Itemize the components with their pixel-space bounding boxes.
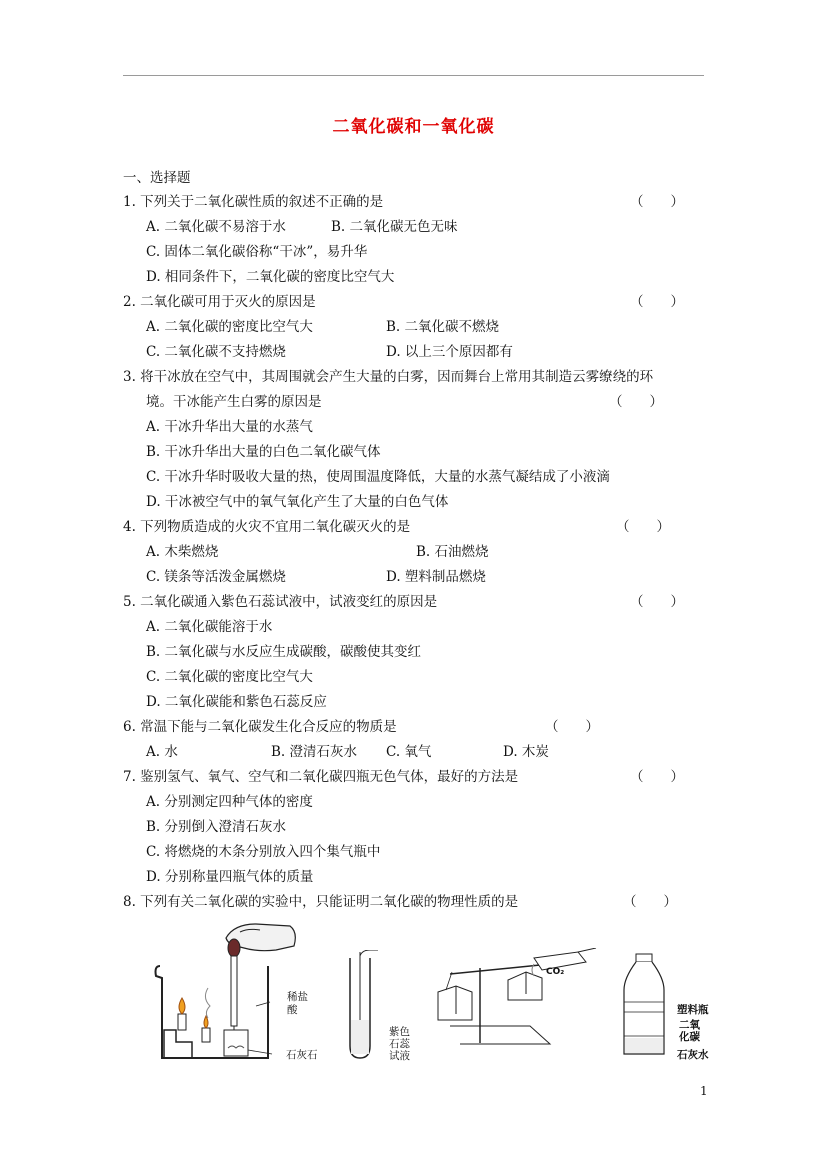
fig-c-label-co2: CO₂ xyxy=(546,967,565,977)
figure-beaker-candles xyxy=(148,918,308,1068)
q4-option-b: B. 石油燃烧 xyxy=(416,544,489,560)
fig-d-label-bottle: 塑料瓶 xyxy=(677,1004,709,1016)
q7-option-a: A. 分别测定四种气体的密度 xyxy=(146,794,313,810)
q2-stem: 2. 二氧化碳可用于灭火的原因是 xyxy=(123,294,316,310)
figure-test-tube xyxy=(340,950,390,1065)
q4-option-a: A. 木柴燃烧 xyxy=(146,544,219,560)
fig-b-label-3: 试液 xyxy=(389,1050,410,1062)
header-rule xyxy=(123,75,704,76)
q2-option-b: B. 二氧化碳不燃烧 xyxy=(386,319,500,335)
q1-answer-blank: （ ） xyxy=(630,194,684,210)
q2-option-c: C. 二氧化碳不支持燃烧 xyxy=(146,344,286,360)
q1-option-c: C. 固体二氧化碳俗称“干冰”，易升华 xyxy=(146,244,368,260)
q5-stem: 5. 二氧化碳通入紫色石蕊试液中，试液变红的原因是 xyxy=(123,594,438,610)
page-number: 1 xyxy=(700,1084,708,1098)
q3-option-d: D. 干冰被空气中的氧气氧化产生了大量的白色气体 xyxy=(146,494,449,510)
q2-answer-blank: （ ） xyxy=(630,294,684,310)
figure-plastic-bottle xyxy=(618,950,678,1060)
fig-d-label-limewater: 石灰水 xyxy=(677,1049,709,1061)
page-title: 二氧化碳和一氧化碳 xyxy=(332,117,495,137)
q7-option-c: C. 将燃烧的木条分别放入四个集气瓶中 xyxy=(146,844,381,860)
q6-option-c: C. 氧气 xyxy=(386,744,432,760)
q7-stem: 7. 鉴别氢气、氧气、空气和二氧化碳四瓶无色气体，最好的方法是 xyxy=(123,769,519,785)
fig-a-label-acid-1: 稀盐 xyxy=(287,991,308,1003)
q1-option-b: B. 二氧化碳无色无味 xyxy=(331,219,458,235)
q3-option-c: C. 干冰升华时吸收大量的热，使周围温度降低，大量的水蒸气凝结成了小液滴 xyxy=(146,469,610,485)
fig-a-label-acid xyxy=(287,991,308,1017)
q6-answer-blank: （ ） xyxy=(545,719,599,735)
q6-option-d: D. 木炭 xyxy=(503,744,549,760)
q5-option-b: B. 二氧化碳与水反应生成碳酸，碳酸使其变红 xyxy=(146,644,422,660)
q7-option-d: D. 分别称量四瓶气体的质量 xyxy=(146,869,314,885)
q7-option-b: B. 分别倒入澄清石灰水 xyxy=(146,819,287,835)
q4-option-d: D. 塑料制品燃烧 xyxy=(386,569,486,585)
q3-option-a: A. 干冰升华出大量的水蒸气 xyxy=(146,419,313,435)
section-heading: 一、选择题 xyxy=(123,170,191,186)
fig-b-label-2: 石蕊 xyxy=(389,1038,410,1050)
q4-answer-blank: （ ） xyxy=(616,519,670,535)
q6-option-b: B. 澄清石灰水 xyxy=(271,744,358,760)
q2-option-a: A. 二氧化碳的密度比空气大 xyxy=(146,319,313,335)
q2-option-d: D. 以上三个原因都有 xyxy=(386,344,513,360)
q8-stem: 8. 下列有关二氧化碳的实验中，只能证明二氧化碳的物理性质的是 xyxy=(123,894,519,910)
figure-balance xyxy=(430,948,600,1053)
q5-option-d: D. 二氧化碳能和紫色石蕊反应 xyxy=(146,694,327,710)
q5-option-c: C. 二氧化碳的密度比空气大 xyxy=(146,669,313,685)
q1-option-d: D. 相同条件下，二氧化碳的密度比空气大 xyxy=(146,269,395,285)
q6-stem: 6. 常温下能与二氧化碳发生化合反应的物质是 xyxy=(123,719,397,735)
q8-answer-blank: （ ） xyxy=(623,894,677,910)
fig-b-label-1: 紫色 xyxy=(389,1026,410,1038)
q3-stem: 3. 将干冰放在空气中，其周围就会产生大量的白雾，因而舞台上常用其制造云雾缭绕的环 xyxy=(123,369,654,385)
q3-stem-cont: 境。干冰能产生白雾的原因是 xyxy=(146,394,322,410)
q6-option-a: A. 水 xyxy=(146,744,178,760)
q5-answer-blank: （ ） xyxy=(630,594,684,610)
q3-option-b: B. 干冰升华出大量的白色二氧化碳气体 xyxy=(146,444,381,460)
fig-d-label-co2-1: 二氧 xyxy=(679,1019,700,1031)
q7-answer-blank: （ ） xyxy=(630,769,684,785)
fig-a-label-limestone: 石灰石 xyxy=(286,1049,318,1061)
q4-option-c: C. 镁条等活泼金属燃烧 xyxy=(146,569,286,585)
q3-answer-blank: （ ） xyxy=(609,394,663,410)
fig-d-label-co2 xyxy=(679,1019,700,1043)
q5-option-a: A. 二氧化碳能溶于水 xyxy=(146,619,273,635)
fig-a-label-acid-2: 酸 xyxy=(287,1004,298,1016)
q1-stem: 1. 下列关于二氧化碳性质的叙述不正确的是 xyxy=(123,194,384,210)
fig-d-label-co2-2: 化碳 xyxy=(679,1031,700,1043)
fig-b-label-litmus xyxy=(389,1026,410,1062)
q1-option-a: A. 二氧化碳不易溶于水 xyxy=(146,219,286,235)
q4-stem: 4. 下列物质造成的火灾不宜用二氧化碳灭火的是 xyxy=(123,519,411,535)
